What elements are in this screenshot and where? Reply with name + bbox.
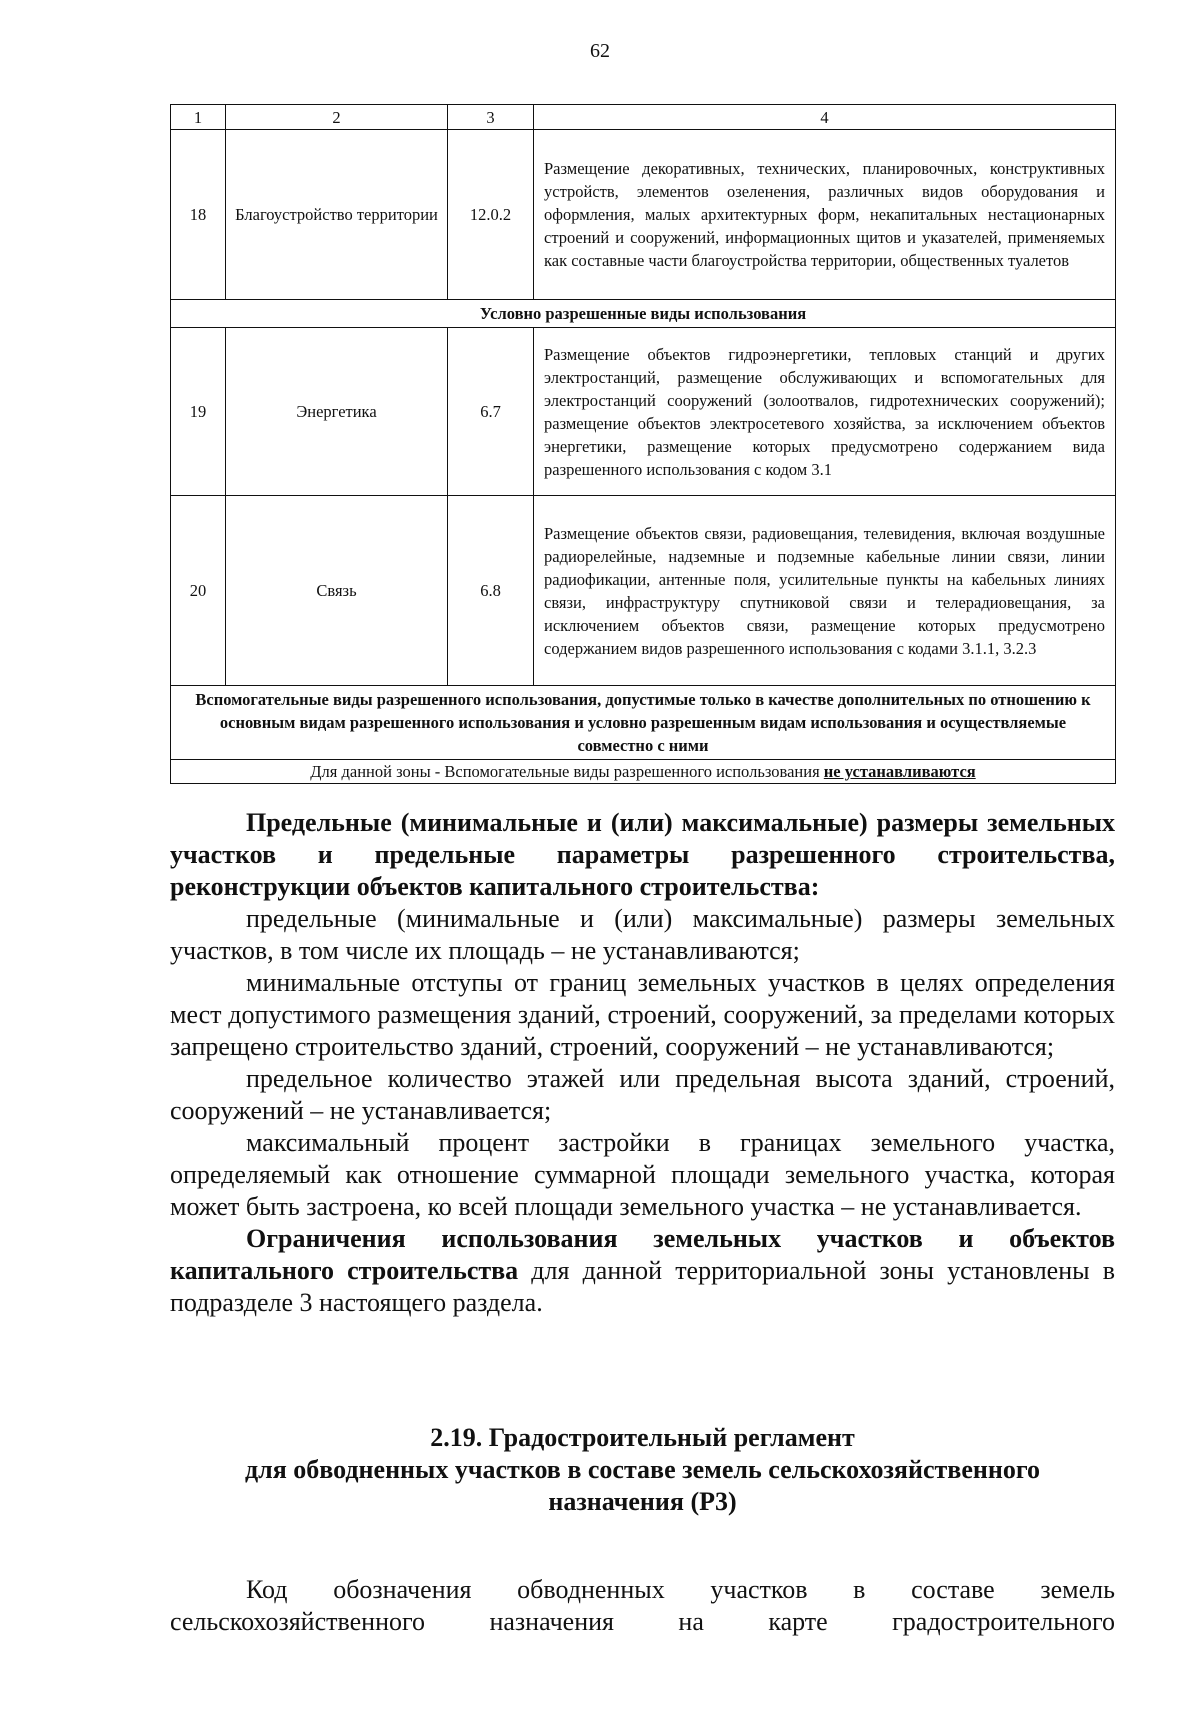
auxiliary-note [171, 760, 1116, 784]
auxiliary-note-emphasis: не устанавливаются [823, 762, 976, 781]
auxiliary-uses-title: Вспомогательные виды разрешенного использования, допустимые только в качестве дополнительных по отношению к основным видам разрешенного использования и условно разрешенным видам использования и осуществляемые совместно с ними [171, 686, 1116, 760]
use-code: 6.7 [448, 328, 534, 496]
auxiliary-note-text: Для данной зоны - Вспомогательные виды разрешенного использования [310, 762, 824, 781]
table-row [171, 496, 1116, 686]
limit-item: предельные (минимальные и (или) максимальные) размеры земельных участков, в том числе их площадь – не устанавливаются; [170, 904, 1115, 965]
use-name: Связь [226, 496, 448, 686]
restrictions-paragraph [170, 1223, 1115, 1319]
header-cell: 4 [534, 105, 1116, 130]
row-number: 20 [171, 496, 226, 686]
section-row [171, 686, 1116, 760]
limit-item: минимальные отступы от границ земельных участков в целях определения мест допустимого размещения зданий, строений, сооружений, за пределами которых запрещено строительство зданий, строений, сооружений – не устанавливаются; [170, 968, 1115, 1061]
header-cell: 2 [226, 105, 448, 130]
limits-section [170, 807, 1115, 1319]
restrictions-bold: Ограничения использования земельных участков и объектов капитального строительства [170, 1224, 1115, 1285]
table-row [171, 328, 1116, 496]
note-row [171, 760, 1116, 784]
land-use-table [170, 104, 1116, 784]
header-cell: 1 [171, 105, 226, 130]
use-description: Размещение объектов связи, радиовещания, телевидения, включая воздушные радиорелейные, надземные и подземные кабельные линии связи, линии радиофикации, антенные поля, усилительные пункты на кабельных линиях связи, инфраструктуру спутниковой связи и телерадиовещания, за исключением объектов связи, размещение которых предусмотрено содержанием видов разрешенного использования с кодами 3.1.1, 3.2.3 [534, 496, 1116, 686]
use-description: Размещение декоративных, технических, планировочных, конструктивных устройств, элементов озеленения, различных видов оборудования и оформления, малых архитектурных форм, некапитальных нестационарных строений и сооружений, информационных щитов и указателей, применяемых как составные части благоустройства территории, общественных туалетов [534, 130, 1116, 300]
use-name: Благоустройство территории [226, 130, 448, 300]
section-heading [170, 1422, 1115, 1518]
limit-item: предельное количество этажей или предельная высота зданий, строений, сооружений – не устанавливается; [170, 1064, 1115, 1125]
conditional-uses-title: Условно разрешенные виды использования [171, 300, 1116, 328]
use-code: 12.0.2 [448, 130, 534, 300]
code-paragraph: Код обозначения обводненных участков в составе земель сельскохозяйственного назначения на карте градостроительного [170, 1575, 1115, 1636]
table-header-row [171, 105, 1116, 130]
header-cell: 3 [448, 105, 534, 130]
restrictions-text: для данной территориальной зоны установлены в подразделе 3 настоящего раздела. [170, 1256, 1115, 1317]
row-number: 18 [171, 130, 226, 300]
section-heading-line: 2.19. Градостроительный регламент [430, 1423, 855, 1452]
section-heading-line: назначения (Р3) [548, 1487, 737, 1516]
use-name: Энергетика [226, 328, 448, 496]
limits-heading: Предельные (минимальные и (или) максимальные) размеры земельных участков и предельные параметры разрешенного строительства, реконструкции объектов капитального строительства: [170, 808, 1115, 901]
use-description: Размещение объектов гидроэнергетики, тепловых станций и других электростанций, размещение обслуживающих и вспомогательных для электростанций сооружений (золоотвалов, гидротехнических сооружений); размещение объектов электросетевого хозяйства, за исключением объектов энергетики, размещение которых предусмотрено содержанием вида разрешенного использования с кодом 3.1 [534, 328, 1116, 496]
limit-item: максимальный процент застройки в границах земельного участка, определяемый как отношение суммарной площади земельного участка, которая может быть застроена, ко всей площади земельного участка – не устанавливается. [170, 1128, 1115, 1221]
section-heading-line: для обводненных участков в составе земель сельскохозяйственного [244, 1455, 1040, 1484]
table-row [171, 130, 1116, 300]
code-section [170, 1574, 1115, 1638]
row-number: 19 [171, 328, 226, 496]
section-row [171, 300, 1116, 328]
page-number: 62 [590, 40, 610, 62]
use-code: 6.8 [448, 496, 534, 686]
